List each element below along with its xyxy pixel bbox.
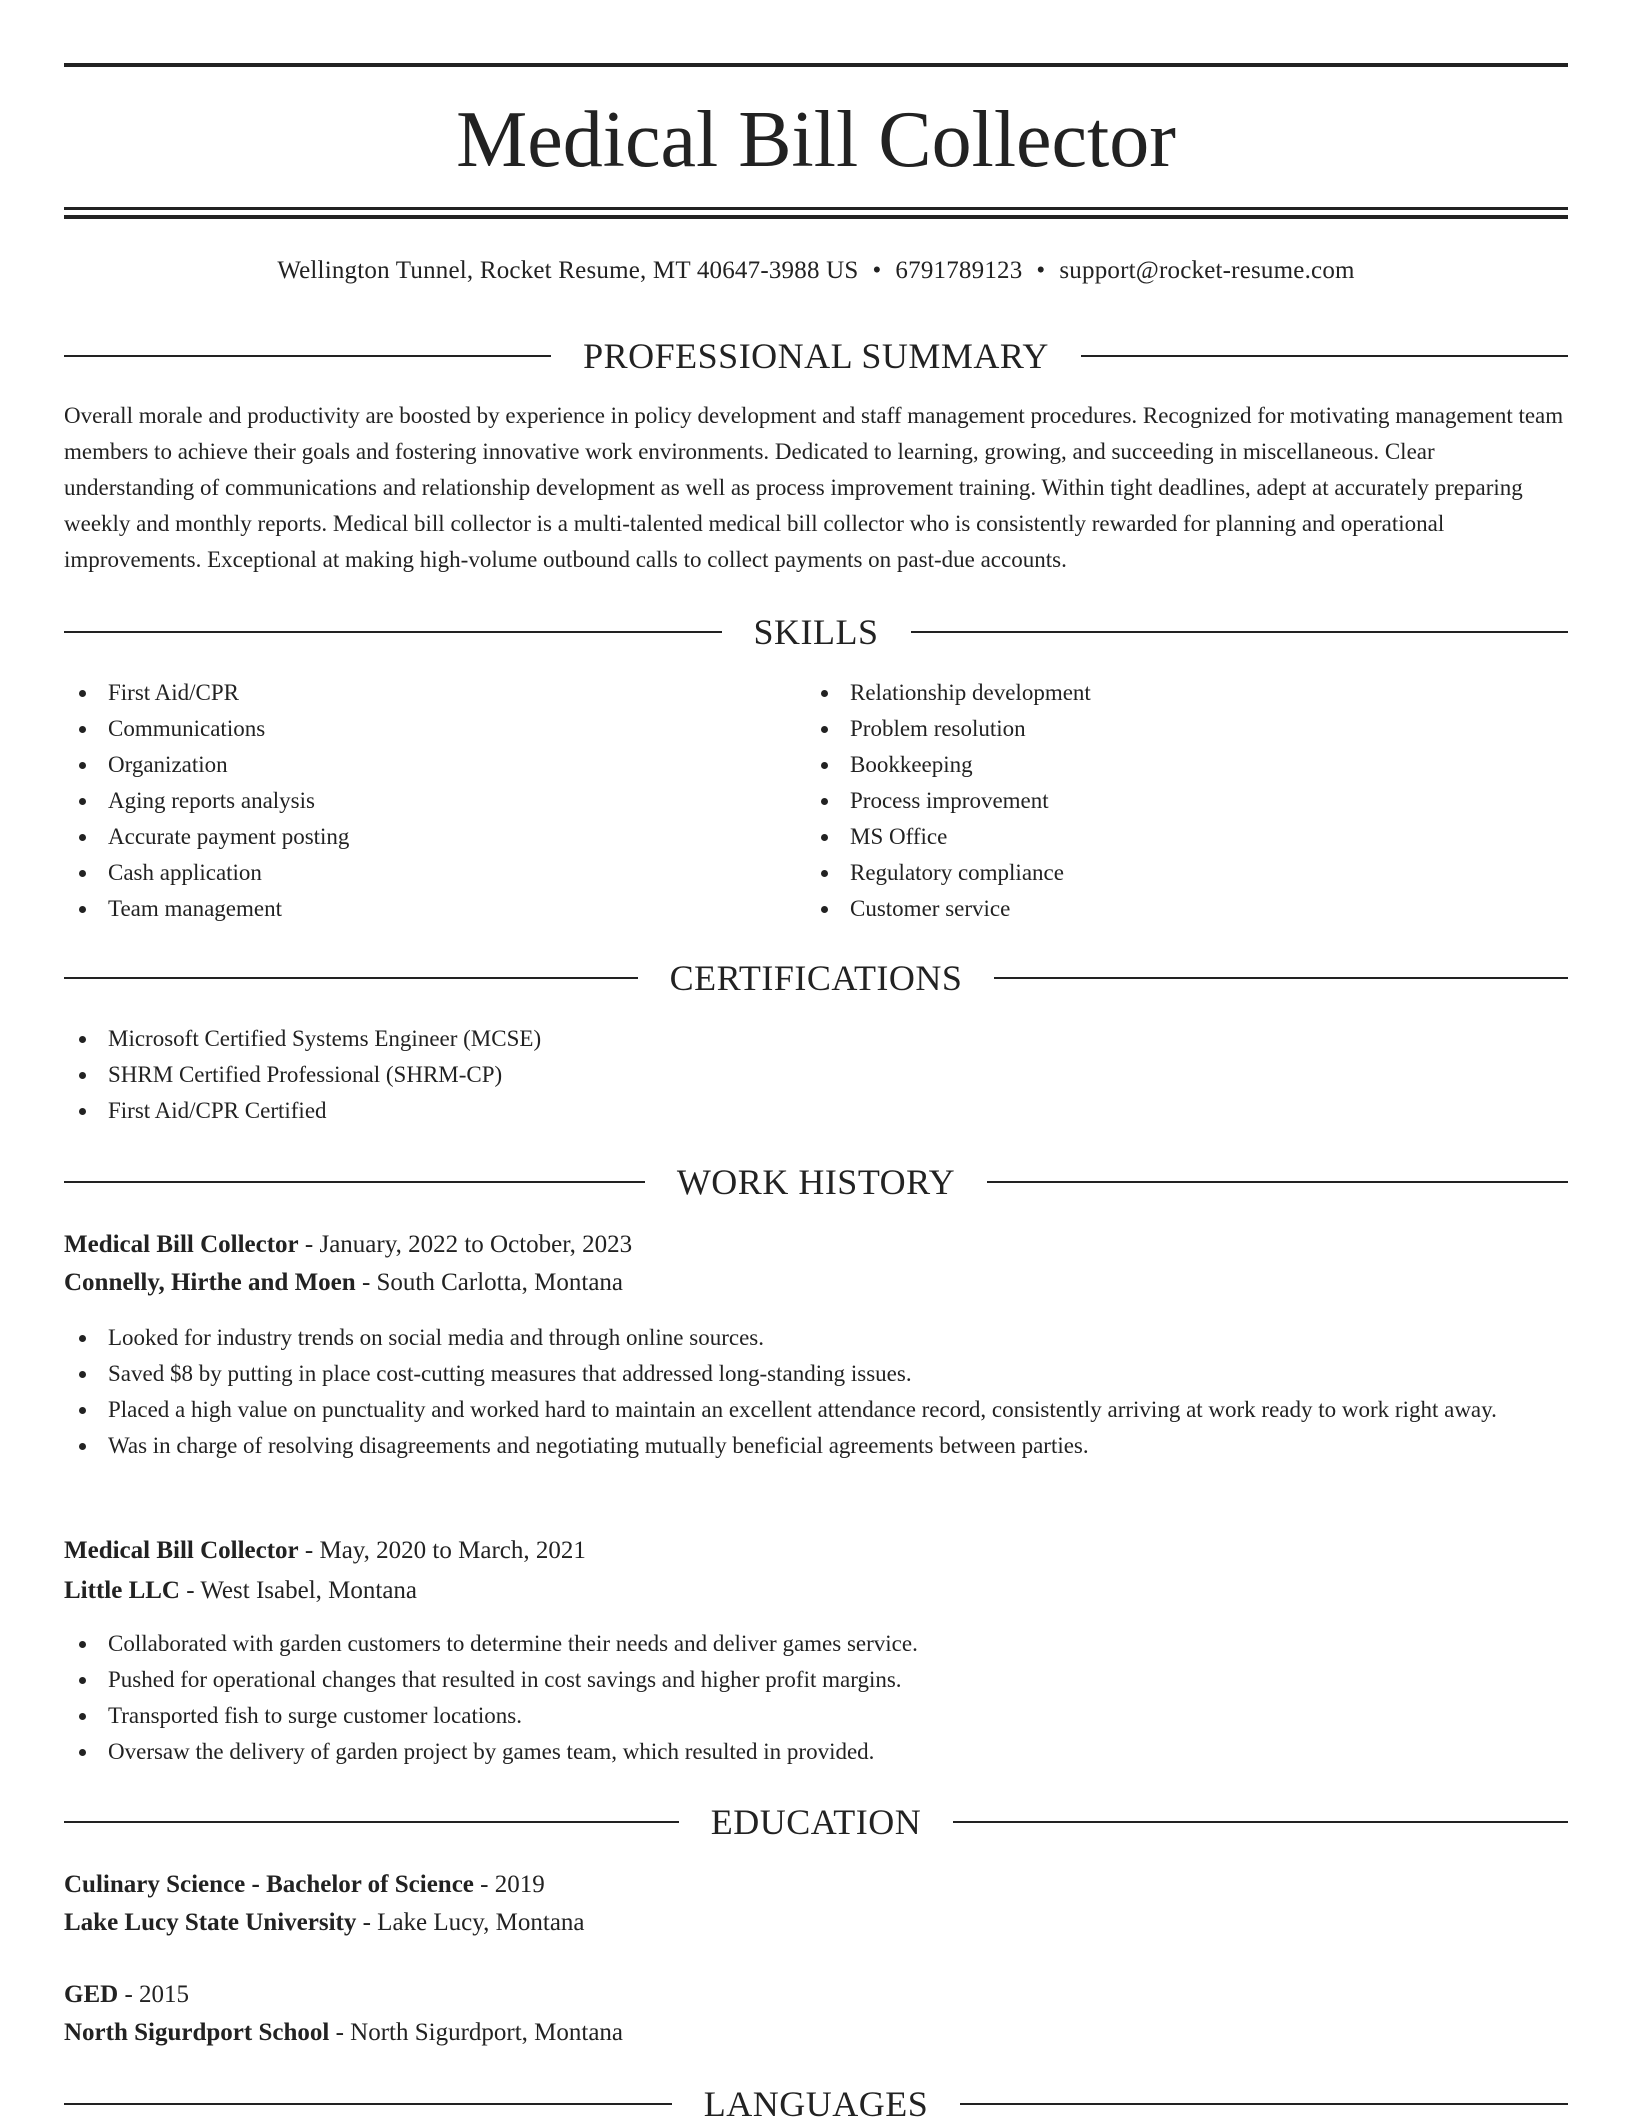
skill-item: Bookkeeping (806, 747, 1568, 783)
section-heading-certifications (64, 956, 1568, 1000)
section-divider-line (64, 1181, 645, 1183)
education-location: - Lake Lucy, Montana (356, 1909, 585, 1936)
job-bullet: Placed a high value on punctuality and worked hard to maintain an excellent attendance record, consistently arriving at work ready to work right away. (64, 1392, 1568, 1428)
section-divider-line (960, 2103, 1568, 2105)
section-divider-line (64, 977, 638, 979)
education-degree-line (64, 1866, 1568, 1904)
skill-item: Relationship development (806, 675, 1568, 711)
contact-address: Wellington Tunnel, Rocket Resume, MT 40647-3988 US (277, 257, 859, 284)
skill-item: Process improvement (806, 783, 1568, 819)
job-bullet: Was in charge of resolving disagreements and negotiating mutually beneficial agreements between parties. (64, 1428, 1568, 1464)
certification-item: SHRM Certified Professional (SHRM-CP) (64, 1057, 1568, 1093)
education-school-line (64, 2014, 1568, 2052)
job-bullet: Looked for industry trends on social media and through online sources. (64, 1320, 1568, 1356)
section-title: PROFESSIONAL SUMMARY (583, 336, 1049, 376)
job-bullet: Collaborated with garden customers to determine their needs and deliver games service. (64, 1626, 1568, 1662)
skill-item: Accurate payment posting (64, 819, 804, 855)
section-divider-line (64, 355, 551, 357)
skills-list-left (64, 675, 804, 927)
contact-separator: • (872, 257, 882, 284)
education-degree: GED (64, 1981, 119, 2008)
education-school: Lake Lucy State University (64, 1909, 357, 1936)
job-company: Little LLC (64, 1577, 180, 1604)
skills-list-right (806, 675, 1568, 927)
skill-item: Aging reports analysis (64, 783, 804, 819)
contact-line (64, 254, 1568, 288)
section-heading-languages (64, 2082, 1568, 2126)
section-divider-line (1081, 355, 1568, 357)
job-bullet: Pushed for operational changes that resulted in cost savings and higher profit margins. (64, 1662, 1568, 1698)
education-degree-line (64, 1976, 1568, 2014)
section-divider-line (64, 1821, 679, 1823)
skill-item: Customer service (806, 891, 1568, 927)
job-location: - South Carlotta, Montana (355, 1269, 624, 1296)
section-heading-work-history (64, 1160, 1568, 1204)
section-divider-line (994, 977, 1568, 979)
contact-email: support@rocket-resume.com (1059, 257, 1355, 284)
job-title: Medical Bill Collector (64, 1231, 299, 1258)
skill-item: Cash application (64, 855, 804, 891)
header-double-rule-lower (64, 215, 1568, 219)
skill-item: Communications (64, 711, 804, 747)
job-bullet: Transported fish to surge customer locations. (64, 1698, 1568, 1734)
skill-item: Problem resolution (806, 711, 1568, 747)
job-title: Medical Bill Collector (64, 1537, 299, 1564)
section-title: EDUCATION (710, 1802, 922, 1842)
header-double-rule-upper (64, 207, 1568, 210)
job-dates: - January, 2022 to October, 2023 (298, 1231, 633, 1258)
job-company: Connelly, Hirthe and Moen (64, 1269, 356, 1296)
education-location: - North Sigurdport, Montana (329, 2019, 624, 2046)
job-company-line (64, 1572, 1568, 1610)
job-dates: - May, 2020 to March, 2021 (298, 1537, 586, 1564)
contact-phone: 6791789123 (895, 257, 1023, 284)
skill-item: First Aid/CPR (64, 675, 804, 711)
section-heading-skills (64, 610, 1568, 654)
section-divider-line (987, 1181, 1568, 1183)
section-divider-line (953, 1821, 1568, 1823)
contact-separator: • (1036, 257, 1046, 284)
job-location: - West Isabel, Montana (179, 1577, 418, 1604)
section-heading-summary (64, 334, 1568, 378)
section-divider-line (64, 2103, 672, 2105)
resume-title: Medical Bill Collector (456, 96, 1176, 184)
certification-item: Microsoft Certified Systems Engineer (MCSE) (64, 1021, 1568, 1057)
summary-paragraph: Overall morale and productivity are boosted by experience in policy development and staff management procedures. Recognized for motivating management team members to achieve their goals and fostering innovative work environments. Dedicated to learning, growing, and succeeding in miscellaneous. Clear understanding of communications and relationship development as well as process improvement training. Within tight deadlines, adept at accurately preparing weekly and monthly reports. Medical bill collector is a multi-talented medical bill collector who is consistently rewarded for planning and operational improvements. Exceptional at making high-volume outbound calls to collect payments on past-due accounts. (64, 403, 1564, 572)
section-title: SKILLS (753, 612, 879, 652)
education-school-line (64, 1904, 1568, 1942)
job-bullets (64, 1626, 1568, 1770)
job-bullets (64, 1320, 1568, 1464)
skill-item: MS Office (806, 819, 1568, 855)
skill-item: Team management (64, 891, 804, 927)
job-bullet: Saved $8 by putting in place cost-cutting measures that addressed long-standing issues. (64, 1356, 1568, 1392)
certifications-list (64, 1021, 1568, 1129)
job-title-line (64, 1532, 1568, 1570)
skill-item: Organization (64, 747, 804, 783)
job-bullet: Oversaw the delivery of garden project by games team, which resulted in provided. (64, 1734, 1568, 1770)
section-title: WORK HISTORY (676, 1162, 956, 1202)
education-year: - 2015 (118, 1981, 190, 2008)
skill-item: Regulatory compliance (806, 855, 1568, 891)
header-top-rule (64, 63, 1568, 67)
section-divider-line (64, 631, 722, 633)
section-divider-line (911, 631, 1569, 633)
job-title-line (64, 1226, 1568, 1264)
education-year: - 2019 (473, 1871, 545, 1898)
section-title: CERTIFICATIONS (669, 958, 963, 998)
job-company-line (64, 1264, 1568, 1302)
education-degree: Culinary Science - Bachelor of Science (64, 1871, 474, 1898)
certification-item: First Aid/CPR Certified (64, 1093, 1568, 1129)
education-school: North Sigurdport School (64, 2019, 330, 2046)
section-heading-education (64, 1800, 1568, 1844)
section-title: LANGUAGES (703, 2084, 929, 2124)
